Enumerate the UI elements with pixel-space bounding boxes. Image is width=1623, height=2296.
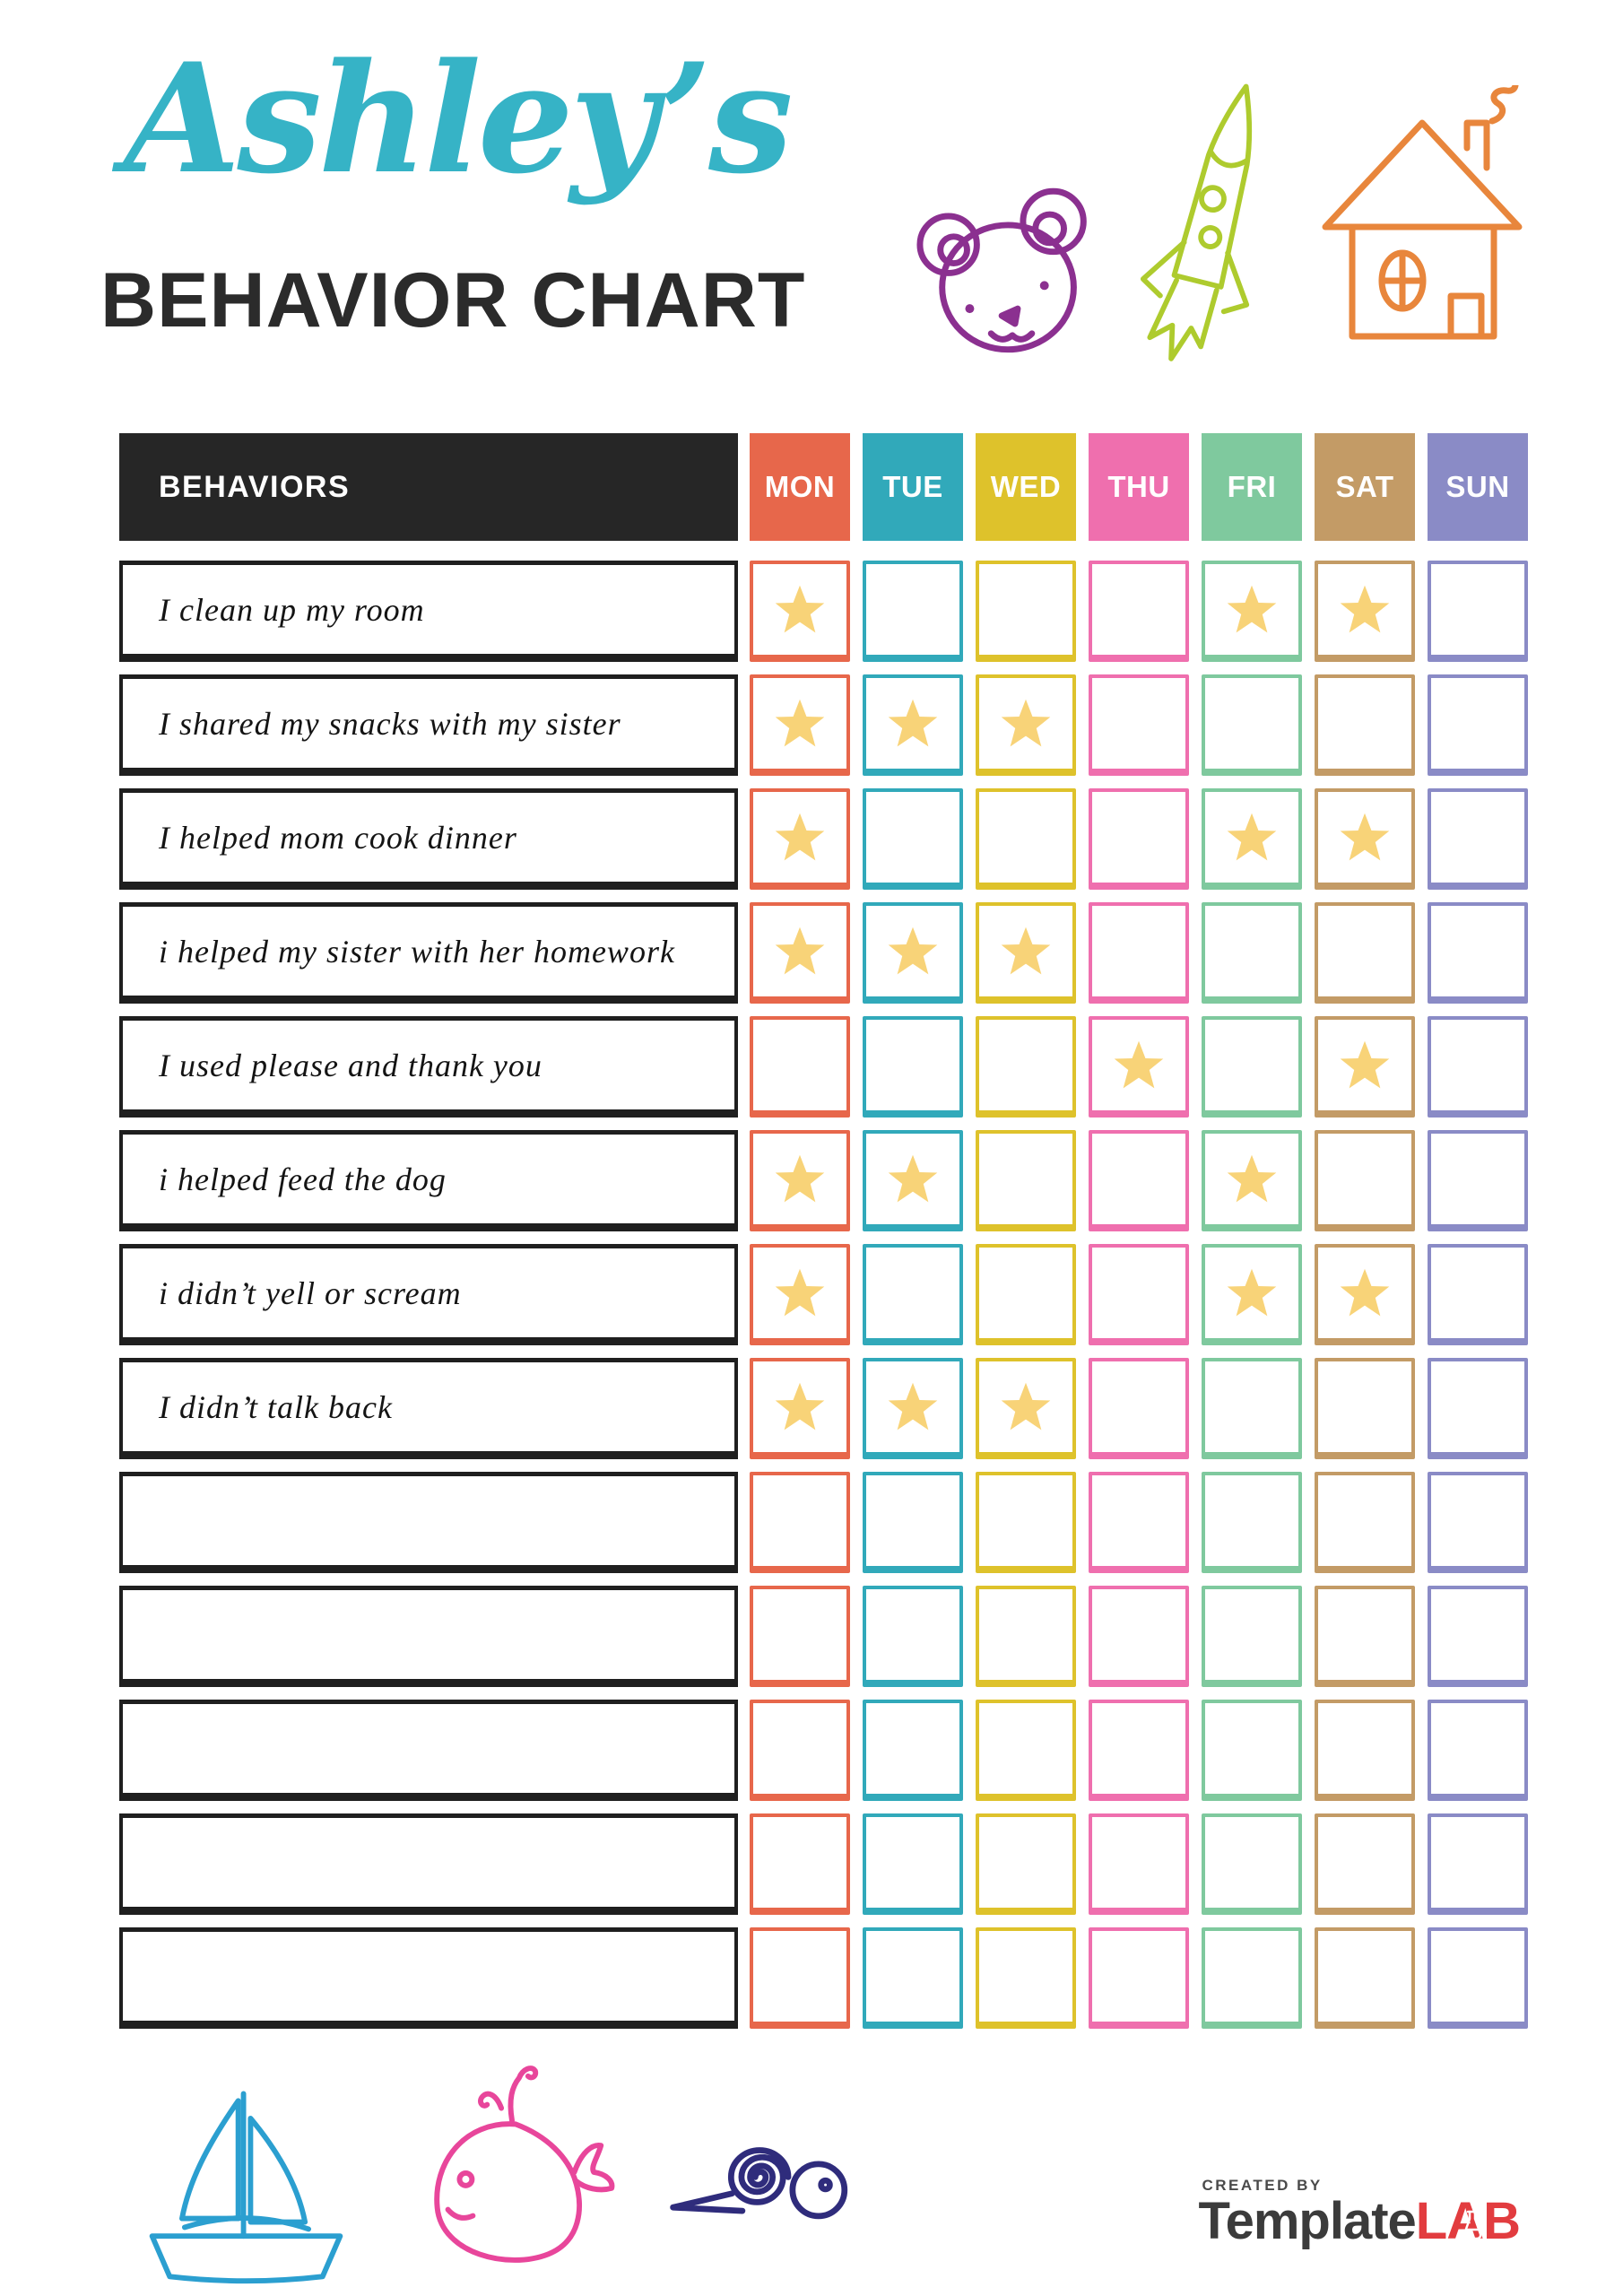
star-cell-fri-row2[interactable] bbox=[1202, 674, 1302, 776]
star-cell-thu-row6[interactable] bbox=[1089, 1130, 1189, 1231]
behavior-label-11 bbox=[119, 1700, 738, 1801]
star-cell-sat-row9[interactable] bbox=[1315, 1472, 1415, 1573]
star-icon bbox=[1223, 1265, 1280, 1321]
star-icon bbox=[771, 1152, 829, 1207]
star-cell-thu-row5[interactable] bbox=[1089, 1016, 1189, 1118]
star-cell-thu-row13[interactable] bbox=[1089, 1927, 1189, 2029]
star-cell-sun-row7[interactable] bbox=[1428, 1244, 1528, 1345]
star-cell-sun-row8[interactable] bbox=[1428, 1358, 1528, 1459]
page-title-name: Ashley’s bbox=[124, 30, 790, 207]
star-cell-thu-row12[interactable] bbox=[1089, 1813, 1189, 1915]
star-cell-sat-row4[interactable] bbox=[1315, 902, 1415, 1004]
behavior-label-2 bbox=[119, 674, 738, 776]
star-cell-fri-row13[interactable] bbox=[1202, 1927, 1302, 2029]
behavior-row-5 bbox=[119, 1016, 1528, 1118]
star-cell-mon-row3[interactable] bbox=[750, 788, 850, 890]
star-cell-sat-row8[interactable] bbox=[1315, 1358, 1415, 1459]
star-cell-thu-row4[interactable] bbox=[1089, 902, 1189, 1004]
star-cell-tue-row8[interactable] bbox=[863, 1358, 963, 1459]
star-cell-thu-row1[interactable] bbox=[1089, 561, 1189, 662]
row-cells bbox=[750, 788, 1528, 890]
day-header-sat: SAT bbox=[1315, 433, 1415, 541]
star-cell-tue-row11[interactable] bbox=[863, 1700, 963, 1801]
behavior-label-text: I shared my snacks with my sister bbox=[159, 705, 621, 742]
star-cell-mon-row5[interactable] bbox=[750, 1016, 850, 1118]
snail-icon bbox=[653, 2112, 875, 2238]
star-cell-sun-row4[interactable] bbox=[1428, 902, 1528, 1004]
star-icon bbox=[997, 924, 1055, 979]
star-cell-sun-row2[interactable] bbox=[1428, 674, 1528, 776]
star-icon bbox=[997, 696, 1055, 752]
star-cell-sun-row6[interactable] bbox=[1428, 1130, 1528, 1231]
star-cell-wed-row1[interactable] bbox=[976, 561, 1076, 662]
star-cell-thu-row7[interactable] bbox=[1089, 1244, 1189, 1345]
row-cells bbox=[750, 674, 1528, 776]
star-cell-sat-row6[interactable] bbox=[1315, 1130, 1415, 1231]
star-cell-fri-row1[interactable] bbox=[1202, 561, 1302, 662]
star-cell-thu-row3[interactable] bbox=[1089, 788, 1189, 890]
star-cell-mon-row1[interactable] bbox=[750, 561, 850, 662]
behavior-label-5 bbox=[119, 1016, 738, 1118]
star-icon bbox=[771, 810, 829, 865]
behavior-row-13 bbox=[119, 1927, 1528, 2029]
star-cell-mon-row11[interactable] bbox=[750, 1700, 850, 1801]
star-icon bbox=[1223, 1152, 1280, 1207]
star-icon bbox=[771, 1265, 829, 1321]
star-cell-thu-row9[interactable] bbox=[1089, 1472, 1189, 1573]
star-cell-tue-row9[interactable] bbox=[863, 1472, 963, 1573]
star-cell-fri-row9[interactable] bbox=[1202, 1472, 1302, 1573]
behavior-row-9 bbox=[119, 1472, 1528, 1573]
star-icon bbox=[771, 582, 829, 638]
star-cell-fri-row3[interactable] bbox=[1202, 788, 1302, 890]
star-icon bbox=[1110, 1038, 1167, 1093]
star-cell-sun-row11[interactable] bbox=[1428, 1700, 1528, 1801]
star-cell-mon-row6[interactable] bbox=[750, 1130, 850, 1231]
behavior-label-text: I didn’t talk back bbox=[159, 1388, 393, 1425]
behavior-label-8 bbox=[119, 1358, 738, 1459]
star-cell-fri-row4[interactable] bbox=[1202, 902, 1302, 1004]
star-cell-tue-row1[interactable] bbox=[863, 561, 963, 662]
star-cell-wed-row6[interactable] bbox=[976, 1130, 1076, 1231]
behaviors-column-header: BEHAVIORS bbox=[119, 433, 738, 541]
table-header-row bbox=[119, 433, 1528, 541]
behavior-row-1 bbox=[119, 561, 1528, 662]
star-cell-fri-row12[interactable] bbox=[1202, 1813, 1302, 1915]
star-cell-wed-row9[interactable] bbox=[976, 1472, 1076, 1573]
star-cell-wed-row11[interactable] bbox=[976, 1700, 1076, 1801]
star-cell-sat-row10[interactable] bbox=[1315, 1586, 1415, 1687]
behavior-row-6 bbox=[119, 1130, 1528, 1231]
row-cells bbox=[750, 1586, 1528, 1687]
star-icon bbox=[771, 924, 829, 979]
row-cells bbox=[750, 1813, 1528, 1915]
star-cell-sun-row3[interactable] bbox=[1428, 788, 1528, 890]
star-cell-tue-row7[interactable] bbox=[863, 1244, 963, 1345]
row-cells bbox=[750, 1016, 1528, 1118]
star-cell-tue-row10[interactable] bbox=[863, 1586, 963, 1687]
sailboat-icon bbox=[136, 2067, 356, 2292]
behavior-label-7 bbox=[119, 1244, 738, 1345]
star-icon bbox=[1336, 1038, 1393, 1093]
row-cells bbox=[750, 561, 1528, 662]
behavior-label-12 bbox=[119, 1813, 738, 1915]
star-cell-sun-row1[interactable] bbox=[1428, 561, 1528, 662]
brand-lab-text: LAB bbox=[1415, 2192, 1520, 2251]
star-icon bbox=[1223, 810, 1280, 865]
star-cell-sun-row13[interactable] bbox=[1428, 1927, 1528, 2029]
whale-icon bbox=[402, 2054, 624, 2283]
star-cell-mon-row9[interactable] bbox=[750, 1472, 850, 1573]
behavior-row-3 bbox=[119, 788, 1528, 890]
behavior-row-7 bbox=[119, 1244, 1528, 1345]
star-cell-sat-row2[interactable] bbox=[1315, 674, 1415, 776]
behavior-label-text: i helped my sister with her homework bbox=[159, 933, 675, 970]
behavior-row-12 bbox=[119, 1813, 1528, 1915]
star-cell-wed-row5[interactable] bbox=[976, 1016, 1076, 1118]
day-header-fri: FRI bbox=[1202, 433, 1302, 541]
star-cell-sat-row5[interactable] bbox=[1315, 1016, 1415, 1118]
star-cell-sat-row12[interactable] bbox=[1315, 1813, 1415, 1915]
star-cell-fri-row8[interactable] bbox=[1202, 1358, 1302, 1459]
star-cell-wed-row8[interactable] bbox=[976, 1358, 1076, 1459]
day-header-tue: TUE bbox=[863, 433, 963, 541]
star-cell-wed-row7[interactable] bbox=[976, 1244, 1076, 1345]
star-cell-tue-row6[interactable] bbox=[863, 1130, 963, 1231]
star-cell-thu-row10[interactable] bbox=[1089, 1586, 1189, 1687]
row-cells bbox=[750, 1472, 1528, 1573]
behavior-label-1 bbox=[119, 561, 738, 662]
star-icon bbox=[884, 1152, 942, 1207]
behavior-label-text: I helped mom cook dinner bbox=[159, 819, 517, 856]
star-cell-thu-row2[interactable] bbox=[1089, 674, 1189, 776]
behavior-row-10 bbox=[119, 1586, 1528, 1687]
star-cell-mon-row8[interactable] bbox=[750, 1358, 850, 1459]
behavior-row-8 bbox=[119, 1358, 1528, 1459]
behavior-label-text: I clean up my room bbox=[159, 591, 425, 628]
day-header-thu: THU bbox=[1089, 433, 1189, 541]
page-title-subtitle: BEHAVIOR CHART bbox=[100, 257, 806, 344]
star-cell-thu-row11[interactable] bbox=[1089, 1700, 1189, 1801]
behavior-table-body bbox=[119, 561, 1528, 2029]
star-cell-mon-row7[interactable] bbox=[750, 1244, 850, 1345]
star-cell-fri-row6[interactable] bbox=[1202, 1130, 1302, 1231]
star-icon bbox=[1336, 582, 1393, 638]
star-cell-sat-row1[interactable] bbox=[1315, 561, 1415, 662]
behavior-row-11 bbox=[119, 1700, 1528, 1801]
star-cell-wed-row3[interactable] bbox=[976, 788, 1076, 890]
row-cells bbox=[750, 902, 1528, 1004]
row-cells bbox=[750, 1244, 1528, 1345]
star-cell-tue-row5[interactable] bbox=[863, 1016, 963, 1118]
star-cell-tue-row3[interactable] bbox=[863, 788, 963, 890]
star-cell-sat-row7[interactable] bbox=[1315, 1244, 1415, 1345]
star-cell-mon-row2[interactable] bbox=[750, 674, 850, 776]
day-header-sun: SUN bbox=[1428, 433, 1528, 541]
star-cell-fri-row5[interactable] bbox=[1202, 1016, 1302, 1118]
behavior-label-6 bbox=[119, 1130, 738, 1231]
behavior-row-4 bbox=[119, 902, 1528, 1004]
star-cell-wed-row10[interactable] bbox=[976, 1586, 1076, 1687]
star-cell-sun-row9[interactable] bbox=[1428, 1472, 1528, 1573]
star-icon bbox=[771, 696, 829, 752]
behavior-label-3 bbox=[119, 788, 738, 890]
day-header-mon: MON bbox=[750, 433, 850, 541]
star-cell-thu-row8[interactable] bbox=[1089, 1358, 1189, 1459]
day-headers bbox=[750, 433, 1528, 541]
rocket-icon bbox=[1123, 72, 1298, 390]
behavior-row-2 bbox=[119, 674, 1528, 776]
star-cell-mon-row13[interactable] bbox=[750, 1927, 850, 2029]
behavior-label-text: i helped feed the dog bbox=[159, 1161, 447, 1197]
star-cell-sat-row3[interactable] bbox=[1315, 788, 1415, 890]
row-cells bbox=[750, 1700, 1528, 1801]
star-icon bbox=[884, 1379, 942, 1435]
row-cells bbox=[750, 1927, 1528, 2029]
star-cell-wed-row2[interactable] bbox=[976, 674, 1076, 776]
star-icon bbox=[884, 924, 942, 979]
row-cells bbox=[750, 1130, 1528, 1231]
star-icon bbox=[1336, 810, 1393, 865]
star-cell-sat-row13[interactable] bbox=[1315, 1927, 1415, 2029]
star-cell-tue-row12[interactable] bbox=[863, 1813, 963, 1915]
star-cell-mon-row10[interactable] bbox=[750, 1586, 850, 1687]
behavior-label-text: I used please and thank you bbox=[159, 1047, 542, 1083]
star-cell-tue-row2[interactable] bbox=[863, 674, 963, 776]
star-cell-wed-row4[interactable] bbox=[976, 902, 1076, 1004]
star-cell-sun-row10[interactable] bbox=[1428, 1586, 1528, 1687]
star-cell-tue-row13[interactable] bbox=[863, 1927, 963, 2029]
star-cell-fri-row11[interactable] bbox=[1202, 1700, 1302, 1801]
star-cell-mon-row4[interactable] bbox=[750, 902, 850, 1004]
star-cell-sun-row12[interactable] bbox=[1428, 1813, 1528, 1915]
star-cell-fri-row10[interactable] bbox=[1202, 1586, 1302, 1687]
star-cell-wed-row13[interactable] bbox=[976, 1927, 1076, 2029]
house-icon bbox=[1315, 85, 1530, 363]
flask-icon bbox=[1462, 2210, 1483, 2240]
brand-template-text: Template bbox=[1198, 2192, 1416, 2251]
star-cell-tue-row4[interactable] bbox=[863, 902, 963, 1004]
star-cell-fri-row7[interactable] bbox=[1202, 1244, 1302, 1345]
star-icon bbox=[1336, 1265, 1393, 1321]
star-icon bbox=[884, 696, 942, 752]
star-icon bbox=[771, 1379, 829, 1435]
teddy-bear-icon bbox=[913, 179, 1117, 359]
created-by-label: CREATED BY bbox=[1202, 2177, 1323, 2195]
behavior-label-9 bbox=[119, 1472, 738, 1573]
star-icon bbox=[1223, 582, 1280, 638]
star-icon bbox=[997, 1379, 1055, 1435]
templatelab-logo bbox=[1198, 2177, 1520, 2249]
behavior-label-13 bbox=[119, 1927, 738, 2029]
behavior-label-10 bbox=[119, 1586, 738, 1687]
behavior-label-4 bbox=[119, 902, 738, 1004]
star-cell-sat-row11[interactable] bbox=[1315, 1700, 1415, 1801]
day-header-wed: WED bbox=[976, 433, 1076, 541]
star-cell-mon-row12[interactable] bbox=[750, 1813, 850, 1915]
star-cell-wed-row12[interactable] bbox=[976, 1813, 1076, 1915]
star-cell-sun-row5[interactable] bbox=[1428, 1016, 1528, 1118]
brand-name bbox=[1198, 2192, 1520, 2251]
row-cells bbox=[750, 1358, 1528, 1459]
behavior-label-text: i didn’t yell or scream bbox=[159, 1274, 462, 1311]
